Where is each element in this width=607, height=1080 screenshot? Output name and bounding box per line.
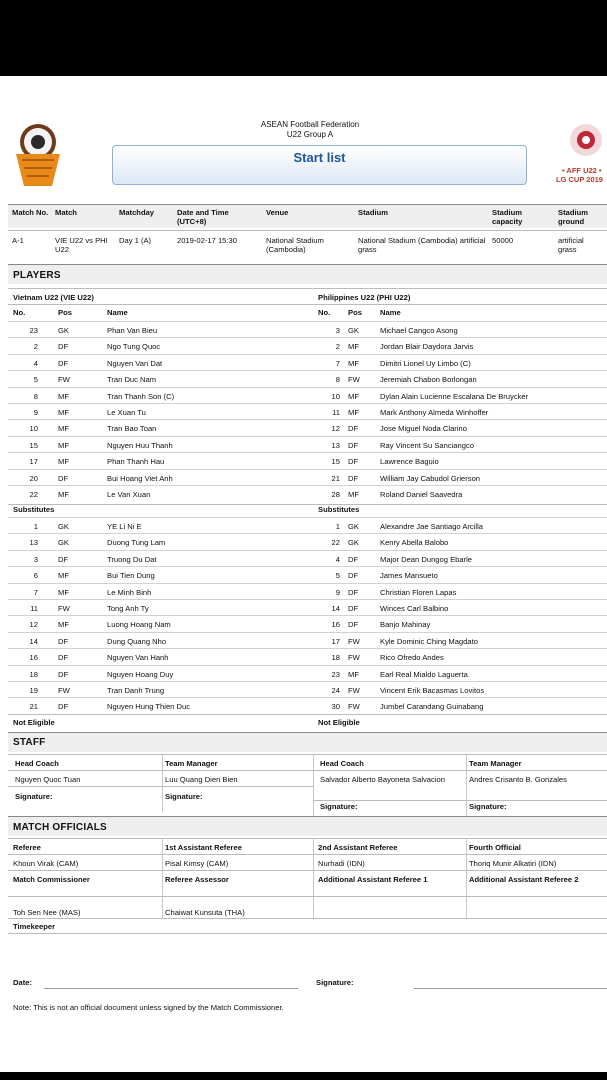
away-player-no: 13 bbox=[331, 440, 340, 450]
away-player-no: 16 bbox=[331, 620, 340, 630]
away-player-pos: DF bbox=[348, 604, 359, 613]
home-player-name: Truong Du Dat bbox=[107, 554, 157, 564]
match-value: VIE U22 vs PHI U22 bbox=[55, 236, 108, 254]
away-player-pos: DF bbox=[348, 424, 359, 434]
home-player-name: Duong Tung Lam bbox=[107, 538, 166, 548]
home-player-pos: DF bbox=[58, 653, 69, 663]
capacity-header: Stadium capacity bbox=[492, 208, 523, 226]
home-manager-signature: Signature: bbox=[165, 792, 203, 801]
home-player-pos: GK bbox=[58, 522, 69, 531]
home-player-no: 20 bbox=[29, 473, 38, 483]
start-list-title: Start list bbox=[112, 145, 527, 185]
home-player-pos: GK bbox=[58, 538, 69, 548]
home-player-pos: DF bbox=[58, 342, 69, 352]
away-player-no: 2 bbox=[335, 342, 340, 352]
away-player-pos: FW bbox=[348, 686, 360, 695]
matchday-value: Day 1 (A) bbox=[119, 236, 152, 245]
player-row bbox=[8, 566, 607, 582]
home-player-name: Luong Hoang Nam bbox=[107, 620, 171, 630]
ground-header: Stadium ground bbox=[558, 208, 588, 226]
away-player-pos: GK bbox=[348, 522, 359, 531]
screen-bottom-bar bbox=[0, 1072, 607, 1080]
timekeeper-label: Timekeeper bbox=[13, 922, 56, 931]
away-player-no: 4 bbox=[335, 554, 340, 564]
player-row bbox=[8, 370, 607, 386]
referee-name: Khoun Virak (CAM) bbox=[13, 859, 79, 868]
home-player-name: Tran Duc Nam bbox=[107, 375, 157, 385]
org-name: ASEAN Football Federation bbox=[260, 120, 360, 129]
home-player-name: Phan Van Bieu bbox=[107, 326, 158, 335]
away-col-pos: Pos bbox=[348, 308, 362, 317]
home-player-no: 11 bbox=[30, 604, 38, 613]
player-row bbox=[8, 485, 607, 501]
home-player-pos: DF bbox=[58, 473, 69, 483]
player-row bbox=[8, 615, 607, 631]
cup-line-2: LG CUP 2019 bbox=[556, 175, 603, 184]
player-row bbox=[8, 583, 607, 599]
fourth-official-name: Thoriq Munir Alkatiri (IDN) bbox=[469, 859, 557, 868]
home-team-manager-label: Team Manager bbox=[165, 759, 218, 768]
aar1-label: Additional Assistant Referee 1 bbox=[318, 875, 428, 884]
away-player-no: 8 bbox=[335, 375, 340, 385]
player-row bbox=[8, 648, 607, 664]
away-player-no: 10 bbox=[331, 391, 340, 401]
away-player-name: Jeremiah Chabon Borlongan bbox=[380, 375, 477, 385]
date-label: Date: bbox=[13, 978, 32, 987]
player-row bbox=[8, 697, 607, 713]
staff-section-title: STAFF bbox=[13, 737, 46, 748]
home-player-pos: MF bbox=[58, 571, 69, 581]
home-player-no: 18 bbox=[29, 669, 38, 679]
player-row bbox=[8, 665, 607, 681]
group-name: U22 Group A bbox=[286, 130, 334, 139]
home-player-pos: DF bbox=[58, 702, 69, 712]
home-player-name: Le Van Xuan bbox=[107, 490, 151, 499]
ar2-name: Nurhadi (IDN) bbox=[318, 859, 365, 868]
away-player-pos: FW bbox=[348, 375, 360, 385]
player-row bbox=[8, 517, 607, 533]
home-player-no: 8 bbox=[33, 391, 38, 401]
away-player-pos: MF bbox=[348, 490, 359, 499]
home-player-pos: DF bbox=[58, 669, 69, 679]
player-row bbox=[8, 403, 607, 419]
home-player-name: Dung Quang Nho bbox=[107, 636, 167, 646]
referee-label: Referee bbox=[13, 843, 41, 852]
match-header: Match bbox=[55, 208, 77, 217]
player-row bbox=[8, 550, 607, 566]
player-row bbox=[8, 452, 607, 468]
away-player-pos: MF bbox=[348, 408, 359, 417]
home-player-pos: FW bbox=[58, 375, 70, 385]
home-player-no: 5 bbox=[33, 375, 38, 385]
player-row bbox=[8, 321, 607, 337]
away-player-pos: GK bbox=[348, 326, 359, 335]
away-manager-signature: Signature: bbox=[469, 802, 507, 811]
home-player-pos: MF bbox=[58, 391, 69, 401]
home-player-name: Nguyen Hung Thien Duc bbox=[107, 702, 191, 712]
away-not-eligible: Not Eligible bbox=[318, 718, 360, 727]
away-player-name: Jose Miguel Noda Clarino bbox=[380, 424, 467, 434]
home-player-name: Tran Bao Toan bbox=[107, 424, 157, 434]
home-player-no: 4 bbox=[33, 358, 38, 368]
away-player-name: Jordan Blair Daydora Jarvis bbox=[380, 342, 474, 352]
home-player-pos: MF bbox=[58, 424, 69, 434]
home-player-pos: FW bbox=[58, 604, 70, 613]
away-player-pos: DF bbox=[348, 457, 359, 467]
home-player-pos: DF bbox=[58, 358, 69, 368]
home-player-name: Nguyen Hoang Duy bbox=[107, 669, 174, 679]
away-player-pos: MF bbox=[348, 342, 359, 352]
home-player-no: 6 bbox=[33, 571, 38, 581]
player-row bbox=[8, 469, 607, 485]
away-coach-signature: Signature: bbox=[320, 802, 358, 811]
home-player-pos: MF bbox=[58, 408, 69, 417]
away-player-name: Dylan Alain Lucienne Escalana De Bruycker bbox=[380, 391, 529, 401]
home-player-pos: MF bbox=[58, 457, 69, 467]
home-player-name: Le Minh Binh bbox=[107, 587, 152, 597]
home-player-name: Nguyen Van Dat bbox=[107, 358, 163, 368]
home-player-no: 17 bbox=[29, 457, 38, 467]
ar1-label: 1st Assistant Referee bbox=[165, 843, 242, 852]
home-col-name: Name bbox=[107, 308, 128, 317]
player-row bbox=[8, 599, 607, 615]
player-row bbox=[8, 533, 607, 549]
home-player-name: Bui Tien Dung bbox=[107, 571, 155, 581]
away-player-pos: FW bbox=[348, 653, 360, 663]
away-player-name: Earl Real Mialdo Laguerta bbox=[380, 669, 468, 679]
home-player-no: 13 bbox=[29, 538, 38, 548]
away-player-name: James Mansueto bbox=[380, 571, 438, 581]
away-player-name: William Jay Cabudol Grierson bbox=[380, 473, 481, 483]
away-player-pos: MF bbox=[348, 669, 359, 679]
away-player-name: Dimitri Lionel Uy Limbo (C) bbox=[380, 358, 471, 368]
footer-note: Note: This is not an official document unless signed by the Match Commissioner. bbox=[13, 1003, 284, 1012]
home-player-no: 16 bbox=[29, 653, 38, 663]
player-row bbox=[8, 436, 607, 452]
home-player-name: Tran Thanh Son (C) bbox=[107, 391, 175, 401]
home-player-no: 14 bbox=[29, 636, 38, 646]
away-head-coach: Salvador Alberto Bayoneta Salvacion bbox=[320, 775, 445, 784]
home-player-no: 21 bbox=[29, 702, 38, 712]
away-player-pos: DF bbox=[348, 440, 359, 450]
away-player-no: 30 bbox=[331, 702, 340, 712]
officials-section-title: MATCH OFFICIALS bbox=[13, 822, 107, 833]
venue-header: Venue bbox=[266, 208, 289, 217]
away-player-no: 12 bbox=[331, 424, 340, 434]
away-player-name: Banjo Mahinay bbox=[380, 620, 431, 630]
home-team-manager: Luu Quang Dien Bien bbox=[165, 775, 238, 784]
home-player-name: Tong Anh Ty bbox=[107, 604, 149, 613]
home-player-name: Tran Danh Trung bbox=[107, 686, 165, 695]
away-player-no: 1 bbox=[335, 522, 340, 531]
assessor-name: Chaiwat Kunsuta (THA) bbox=[165, 908, 245, 917]
away-col-no: No. bbox=[318, 308, 331, 317]
home-col-pos: Pos bbox=[58, 308, 72, 317]
away-player-name: Kyle Dominic Ching Magdato bbox=[380, 636, 478, 646]
home-player-no: 9 bbox=[33, 408, 38, 417]
away-player-no: 23 bbox=[331, 669, 340, 679]
away-player-no: 11 bbox=[332, 408, 340, 417]
away-col-name: Name bbox=[380, 308, 401, 317]
away-player-no: 17 bbox=[331, 636, 340, 646]
away-player-pos: FW bbox=[348, 702, 360, 712]
player-row bbox=[8, 419, 607, 435]
home-player-no: 1 bbox=[33, 522, 38, 531]
home-player-pos: MF bbox=[58, 490, 69, 499]
away-player-no: 5 bbox=[335, 571, 340, 581]
commissioner-name: Toh Sen Nee (MAS) bbox=[13, 908, 81, 917]
away-player-pos: GK bbox=[348, 538, 359, 548]
away-player-name: Roland Daniel Saavedra bbox=[380, 490, 463, 499]
fourth-official-label: Fourth Official bbox=[469, 843, 521, 852]
aar2-label: Additional Assistant Referee 2 bbox=[469, 875, 579, 884]
home-player-no: 15 bbox=[29, 440, 38, 450]
away-player-name: Christian Floren Lapas bbox=[380, 587, 457, 597]
away-player-name: Jumbel Carandang Guinabang bbox=[380, 702, 484, 712]
away-player-name: Lawrence Baguio bbox=[380, 457, 439, 467]
away-player-name: Winces Carl Balbino bbox=[380, 604, 449, 613]
away-player-name: Michael Cangco Asong bbox=[380, 326, 458, 335]
home-player-name: Nguyen Van Hanh bbox=[107, 653, 169, 663]
home-player-pos: MF bbox=[58, 587, 69, 597]
away-head-coach-label: Head Coach bbox=[320, 759, 364, 768]
away-player-no: 22 bbox=[331, 538, 340, 548]
home-player-no: 7 bbox=[33, 587, 38, 597]
away-player-no: 21 bbox=[331, 473, 340, 483]
home-head-coach-label: Head Coach bbox=[15, 759, 59, 768]
match-no-header: Match No. bbox=[12, 208, 49, 217]
footer-signature-label: Signature: bbox=[316, 978, 354, 987]
home-player-no: 23 bbox=[29, 326, 38, 335]
commissioner-label: Match Commissioner bbox=[13, 875, 90, 884]
player-row bbox=[8, 354, 607, 370]
player-row bbox=[8, 337, 607, 353]
players-section-title: PLAYERS bbox=[13, 270, 61, 281]
home-coach-signature: Signature: bbox=[15, 792, 53, 801]
away-player-no: 24 bbox=[331, 686, 340, 695]
capacity-value: 50000 bbox=[492, 236, 514, 245]
home-player-name: Le Xuan Tu bbox=[107, 408, 146, 417]
home-player-name: Nguyen Huu Thanh bbox=[107, 440, 173, 450]
away-player-pos: DF bbox=[348, 620, 359, 630]
away-player-pos: FW bbox=[348, 636, 360, 646]
home-player-pos: GK bbox=[58, 326, 69, 335]
player-row bbox=[8, 387, 607, 403]
home-head-coach: Nguyen Quoc Tuan bbox=[15, 775, 81, 784]
away-player-pos: MF bbox=[348, 391, 359, 401]
home-subs-label: Substitutes bbox=[13, 505, 55, 514]
away-player-name: Alexandre Jae Santiago Arcilla bbox=[380, 522, 484, 531]
away-subs-label: Substitutes bbox=[318, 505, 360, 514]
home-player-pos: DF bbox=[58, 554, 69, 564]
date-time-header: Date and Time (UTC+8) bbox=[177, 208, 229, 226]
match-no-value: A-1 bbox=[12, 236, 24, 245]
ar2-label: 2nd Assistant Referee bbox=[318, 843, 398, 852]
home-player-no: 3 bbox=[33, 554, 38, 564]
away-player-pos: DF bbox=[348, 473, 359, 483]
away-team-name: Philippines U22 (PHI U22) bbox=[318, 293, 411, 302]
home-team-name: Vietnam U22 (VIE U22) bbox=[13, 293, 94, 302]
date-time-value: 2019-02-17 15:30 bbox=[177, 236, 237, 245]
away-player-no: 9 bbox=[335, 587, 340, 597]
away-player-no: 15 bbox=[331, 457, 340, 467]
home-player-pos: DF bbox=[58, 636, 69, 646]
away-player-no: 18 bbox=[331, 653, 340, 663]
home-player-pos: MF bbox=[58, 440, 69, 450]
away-player-pos: DF bbox=[348, 571, 359, 581]
home-player-no: 12 bbox=[29, 620, 38, 630]
home-player-name: Bui Hoang Viet Anh bbox=[107, 473, 173, 483]
ar1-name: Pisal Kimsy (CAM) bbox=[165, 859, 229, 868]
player-row bbox=[8, 632, 607, 648]
away-player-name: Mark Anthony Almeda Winhoffer bbox=[380, 408, 489, 417]
away-player-name: Kenry Abella Balobo bbox=[380, 538, 449, 548]
away-player-no: 3 bbox=[335, 326, 340, 335]
home-player-no: 22 bbox=[29, 490, 38, 499]
away-player-pos: DF bbox=[348, 587, 359, 597]
away-player-pos: MF bbox=[348, 358, 359, 368]
home-player-no: 10 bbox=[29, 424, 38, 434]
player-row bbox=[8, 681, 607, 697]
away-player-no: 14 bbox=[331, 604, 340, 613]
assessor-label: Referee Assessor bbox=[165, 875, 229, 884]
venue-value: National Stadium (Cambodia) bbox=[266, 236, 324, 254]
away-team-manager: Andres Crisanto B. Gonzales bbox=[469, 775, 567, 784]
away-player-no: 28 bbox=[331, 490, 340, 499]
stadium-header: Stadium bbox=[358, 208, 388, 217]
home-col-no: No. bbox=[13, 308, 26, 317]
away-player-name: Rico Ofredo Andes bbox=[380, 653, 444, 663]
away-player-no: 7 bbox=[335, 358, 340, 368]
home-player-name: Phan Thanh Hau bbox=[107, 457, 165, 467]
away-team-manager-label: Team Manager bbox=[469, 759, 522, 768]
away-player-pos: DF bbox=[348, 554, 359, 564]
stadium-value: National Stadium (Cambodia) artificial grass bbox=[358, 236, 486, 254]
home-player-pos: MF bbox=[58, 620, 69, 630]
header-org-block bbox=[0, 120, 607, 140]
home-not-eligible: Not Eligible bbox=[13, 718, 55, 727]
away-player-name: Vincent Erik Bacasmas Lovitos bbox=[380, 686, 485, 695]
home-player-name: Ngo Tung Quoc bbox=[107, 342, 161, 352]
home-player-no: 19 bbox=[29, 686, 38, 695]
home-player-name: YE Li Ni E bbox=[107, 522, 142, 531]
start-list-document bbox=[0, 76, 607, 1072]
cup-line-1: • AFF U22 • bbox=[562, 166, 602, 175]
home-player-pos: FW bbox=[58, 686, 70, 695]
away-player-name: Major Dean Dungog Ebarle bbox=[380, 554, 473, 564]
cup-name bbox=[556, 166, 603, 184]
home-player-no: 2 bbox=[33, 342, 38, 352]
matchday-header: Matchday bbox=[119, 208, 155, 217]
away-player-name: Ray Vincent Su Sanciangco bbox=[380, 440, 474, 450]
ground-value: artificial grass bbox=[558, 236, 584, 254]
